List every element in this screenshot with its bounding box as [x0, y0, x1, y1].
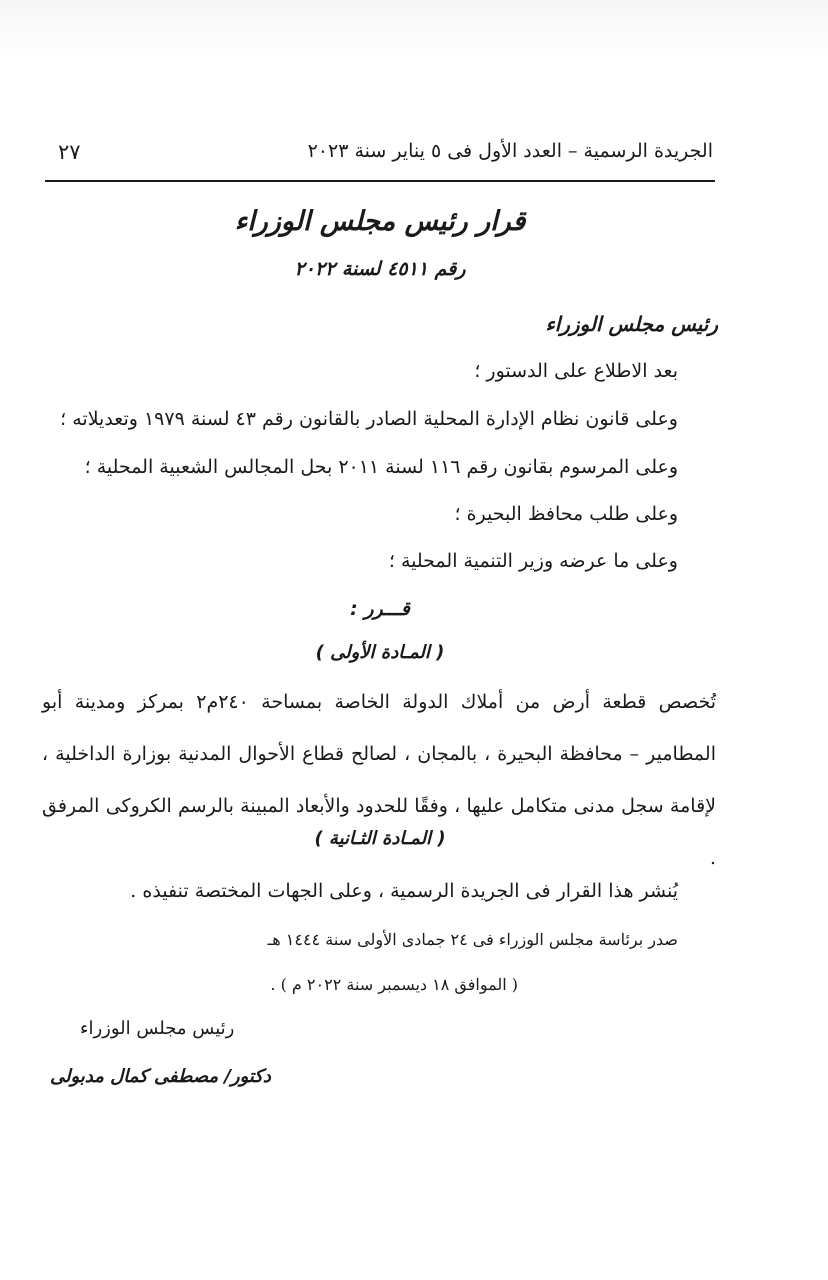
- preamble-line: وعلى ما عرضه وزير التنمية المحلية ؛: [388, 550, 678, 572]
- preamble-line: وعلى قانون نظام الإدارة المحلية الصادر بالقانون رقم ٤٣ لسنة ١٩٧٩ وتعديلاته ؛: [60, 408, 678, 430]
- page-number: ٢٧: [58, 140, 81, 164]
- decree-number: رقم ٤٥١١ لسنة ٢٠٢٢: [294, 258, 466, 280]
- running-header: الجريدة الرسمية – العدد الأول فى ٥ يناير سنة ٢٠٢٣: [307, 140, 713, 162]
- article-text: تُخصص قطعة أرض من أملاك الدولة الخاصة بمساحة ٢٤٠م٢ بمركز ومدينة أبو المطامير – محافظة البحيرة ، بالمجان ، لصالح قطاع الأحوال المدنية بوزارة الداخلية ، لإقامة سجل مدنى متكامل عليها ، وفقًا للحدود والأبعاد المبينة بالرسم الكروكى المرفق .: [42, 691, 716, 869]
- article-heading: ( المـادة الثـانية ): [314, 828, 446, 849]
- preamble-line: وعلى طلب محافظ البحيرة ؛: [454, 503, 678, 525]
- signature-name: دكتور/ مصطفى كمال مدبولى: [50, 1066, 271, 1087]
- header-rule: [45, 180, 715, 182]
- issuer-heading: رئيس مجلس الوزراء: [545, 312, 718, 336]
- decree-title: قرار رئيس مجلس الوزراء: [234, 206, 526, 237]
- article-text: يُنشر هذا القرار فى الجريدة الرسمية ، وعلى الجهات المختصة تنفيذه .: [130, 880, 678, 902]
- preamble-line: بعد الاطلاع على الدستور ؛: [474, 360, 678, 382]
- issued-date-hijri: صدر برئاسة مجلس الوزراء فى ٢٤ جمادى الأولى سنة ١٤٤٤ هـ: [267, 930, 678, 949]
- article-heading: ( المـادة الأولى ): [315, 642, 445, 663]
- decision-label: قـــرر :: [350, 598, 410, 620]
- signature-title: رئيس مجلس الوزراء: [80, 1018, 235, 1039]
- issued-date-gregorian: ( الموافق ١٨ ديسمبر سنة ٢٠٢٢ م ) .: [270, 975, 518, 994]
- preamble-line: وعلى المرسوم بقانون رقم ١١٦ لسنة ٢٠١١ بحل المجالس الشعبية المحلية ؛: [84, 456, 678, 478]
